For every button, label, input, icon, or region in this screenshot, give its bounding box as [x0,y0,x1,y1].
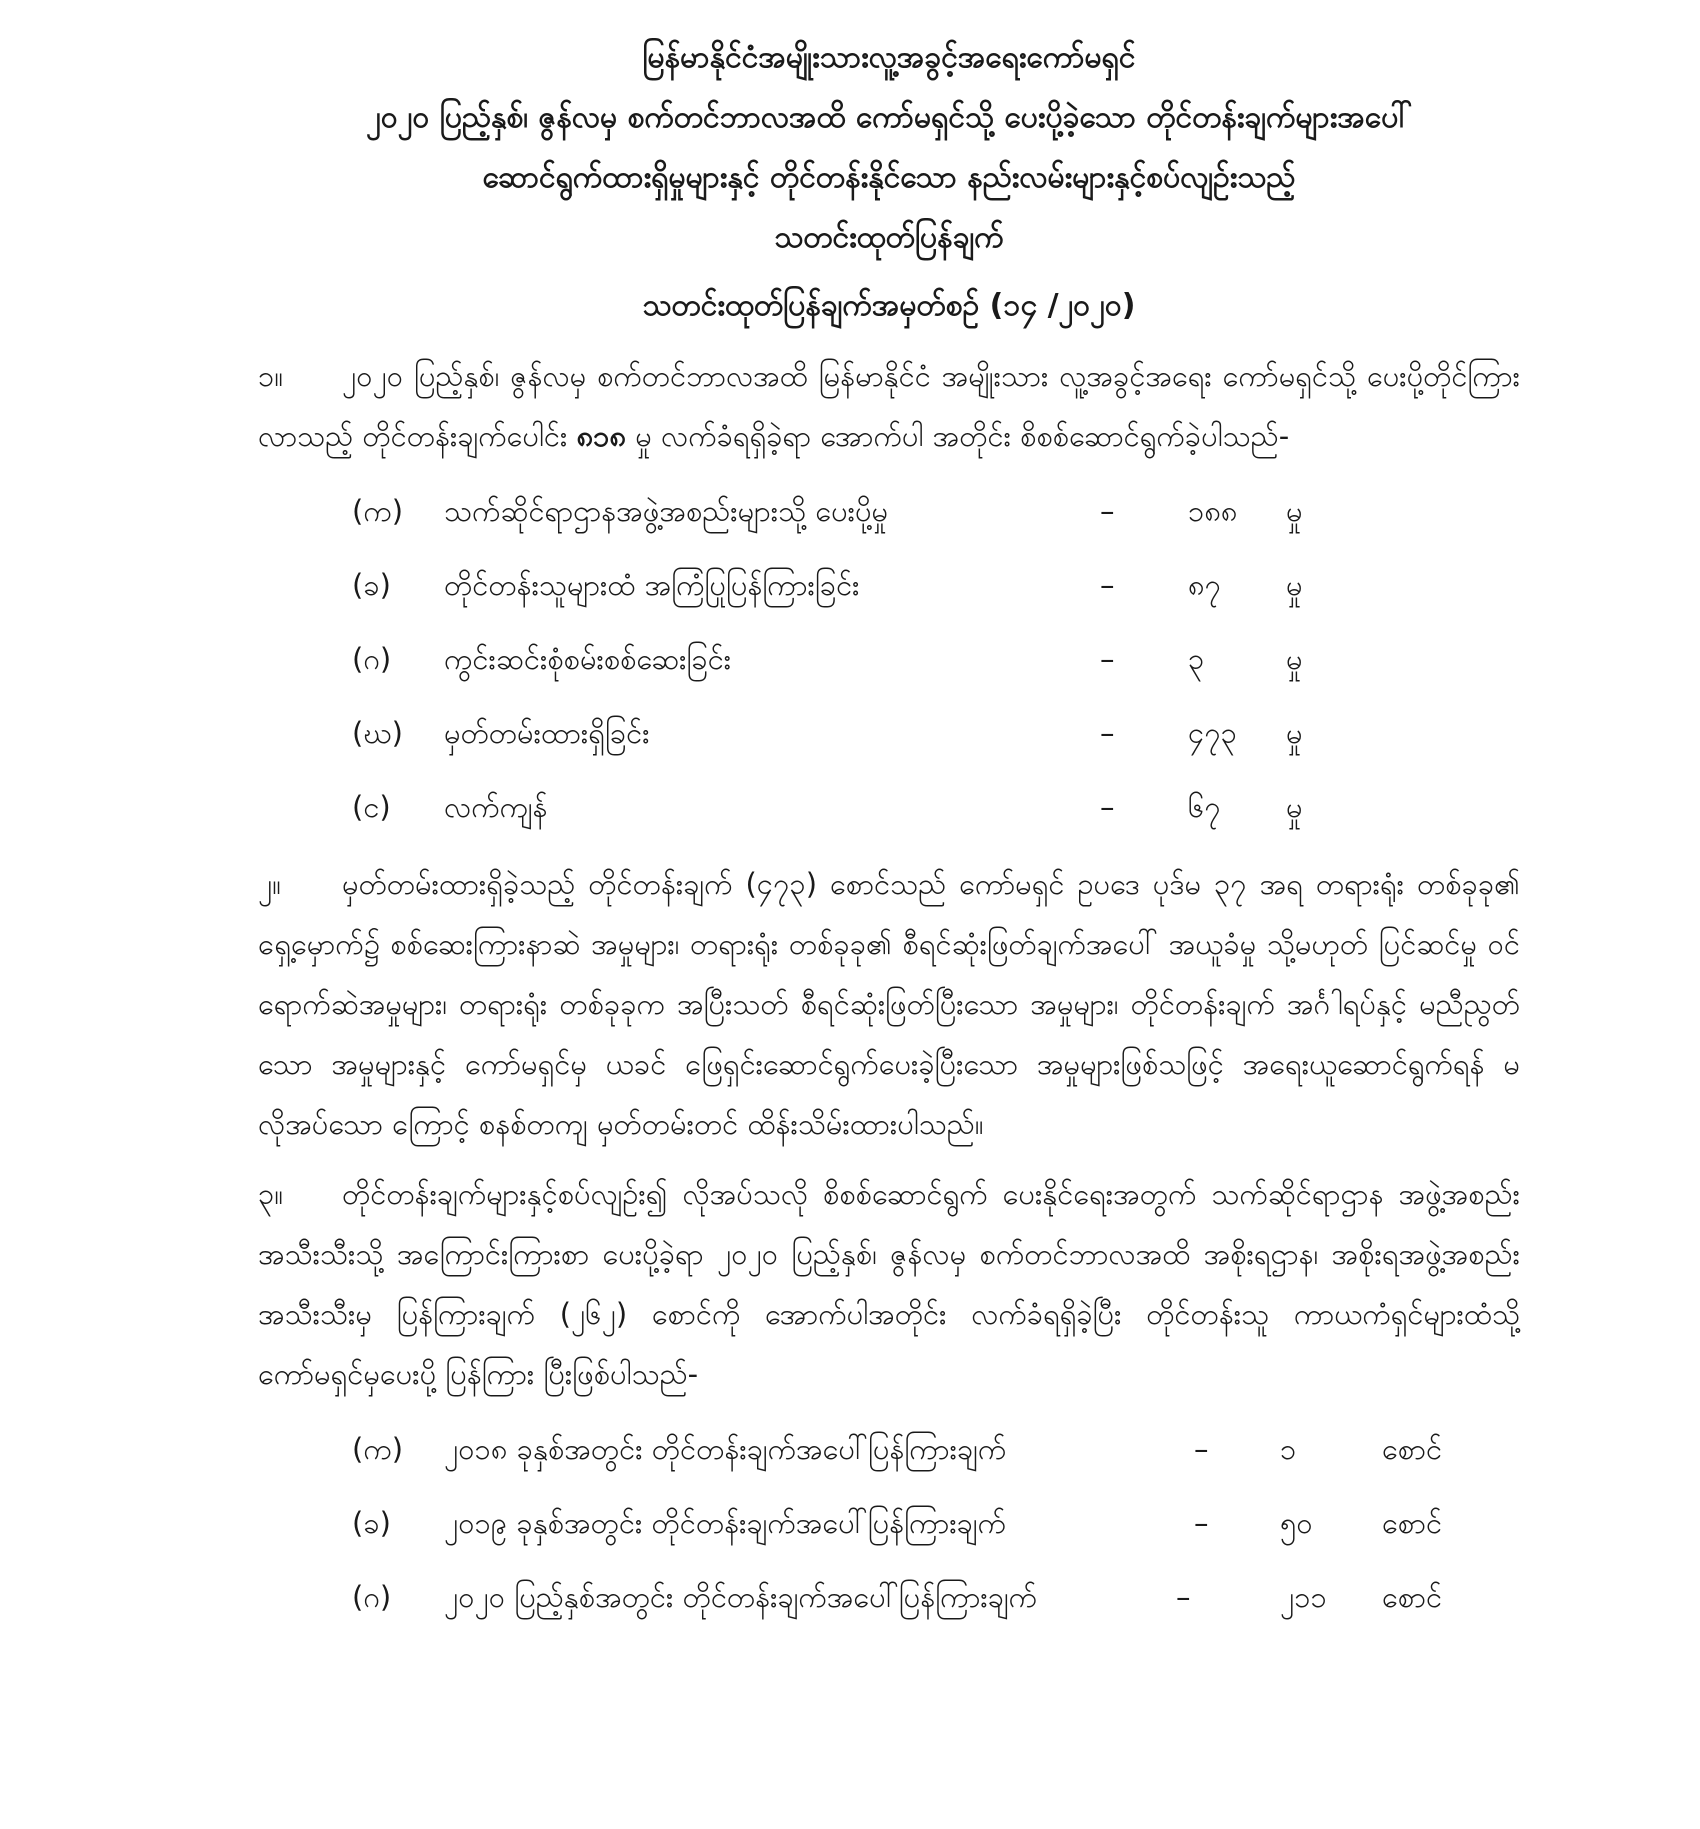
item-unit: မှု [1286,568,1303,602]
item-unit: စောင် [1382,1580,1443,1614]
item-label: တိုင်တန်းသူများထံ အကြံပြုပြန်ကြားခြင်း [444,568,860,602]
item-marker: (ခ) [352,568,391,602]
item-dash: – [1176,1580,1191,1614]
item-value: ၈၇ [1188,568,1221,602]
item-label: ကွင်းဆင်းစုံစမ်းစစ်ဆေးခြင်း [444,642,732,676]
item-dash: – [1100,790,1115,824]
section-2-paragraph [258,854,1520,1154]
list-item [258,1412,1520,1486]
title-line-2: ဆောင်ရွက်ထားရှိမှုများနှင့် တိုင်တန်းနိုင်သော နည်းလမ်းများနှင့်စပ်လျဉ်းသည့် [482,160,1296,195]
list-item [258,770,1520,844]
section-1-text-after: မှု လက်ခံရရှိခဲ့ရာ အောက်ပါ အတိုင်း စိစစ်ဆောင်ရွက်ခဲ့ပါသည်- [635,419,1290,453]
list-item [258,548,1520,622]
list-item [258,696,1520,770]
list-item [258,1486,1520,1560]
item-value: ၃ [1188,642,1205,676]
item-unit: စောင် [1382,1432,1443,1466]
organization-name: မြန်မာနိုင်ငံအမျိုးသားလူ့အခွင့်အရေးကော်မရှင် [642,40,1136,75]
item-unit: မှု [1286,716,1303,750]
section-2-number: ၂။ [258,867,282,901]
section-1-text-before: ၂၀၂၀ ပြည့်နှစ်၊ ဇွန်လမှ စက်တင်ဘာလအထိ မြန်မာနိုင်ငံ အမျိုးသား လူ့အခွင့်အရေး ကော်မရှင်သို့ ပေးပို့တိုင်ကြားလာသည့် တိုင်တန်းချက်ပေါင်း [258,359,1520,453]
list-item [258,1560,1520,1634]
item-value: ၆၇ [1188,790,1221,824]
item-label: ၂၀၁၈ ခုနှစ်အတွင်း တိုင်တန်းချက်အပေါ်ပြန်ကြားချက် [444,1432,1007,1466]
item-marker: (ခ) [352,1506,391,1540]
item-marker: (င) [352,790,391,824]
section-1-total: ၈၁၈ [576,419,627,453]
list-item [258,622,1520,696]
item-value: ၁၈၈ [1188,494,1238,528]
document-page [258,28,1520,1634]
item-value: ၁ [1280,1432,1297,1466]
press-release-number: သတင်းထုတ်ပြန်ချက်အမှတ်စဉ် (၁၄ /၂၀၂၀) [642,288,1136,323]
item-value: ၂၁၁ [1280,1580,1327,1614]
section-1-paragraph [258,346,1520,466]
item-dash: – [1194,1506,1209,1540]
section-1-number: ၁။ [258,359,284,393]
item-marker: (ဂ) [352,642,392,676]
section-3-number: ၃။ [258,1177,284,1211]
section-2-text: မှတ်တမ်းထားရှိခဲ့သည့် တိုင်တန်းချက် (၄၇၃) စောင်သည် ကော်မရှင် ဥပဒေ ပုဒ်မ ၃၇ အရ တရားရုံး တစ်ခုခု၏ ရှေ့မှောက်၌ စစ်ဆေးကြားနာဆဲ အမှုများ၊ တရားရုံး တစ်ခုခု၏ စီရင်ဆုံးဖြတ်ချက်အပေါ် အယူခံမှု သို့မဟုတ် ပြင်ဆင်မှု ဝင်ရောက်ဆဲအမှုများ၊ တရားရုံး တစ်ခုခုက အပြီးသတ် စီရင်ဆုံးဖြတ်ပြီးသော အမှုများ၊ တိုင်တန်းချက် အင်္ဂါရပ်နှင့် မညီညွတ်သော အမှုများနှင့် ကော်မရှင်မှ ယခင် ဖြေရှင်းဆောင်ရွက်ပေးခဲ့ပြီးသော အမှုများဖြစ်သဖြင့် အရေးယူဆောင်ရွက်ရန် မလိုအပ်သော ကြောင့် စနစ်တကျ မှတ်တမ်းတင် ထိန်းသိမ်းထားပါသည်။ [258,867,1520,1141]
list-item [258,474,1520,548]
title-line-1: ၂၀၂၀ ပြည့်နှစ်၊ ဇွန်လမှ စက်တင်ဘာလအထိ ကော်မရှင်သို့ ပေးပို့ခဲ့သော တိုင်တန်းချက်များအပေါ် [366,100,1412,135]
document-title [258,28,1520,268]
item-value: ၅၀ [1280,1506,1313,1540]
item-unit: မှု [1286,790,1303,824]
item-dash: – [1100,568,1115,602]
item-dash: – [1100,642,1115,676]
item-marker: (က) [352,494,404,528]
item-label: သက်ဆိုင်ရာဌာနအဖွဲ့အစည်းများသို့ ပေးပို့မှု [444,494,889,528]
section-3-text: တိုင်တန်းချက်များနှင့်စပ်လျဉ်း၍ လိုအပ်သလို စိစစ်ဆောင်ရွက် ပေးနိုင်ရေးအတွက် သက်ဆိုင်ရာဌာန အဖွဲ့အစည်းအသီးသီးသို့ အကြောင်းကြားစာ ပေးပို့ခဲ့ရာ ၂၀၂၀ ပြည့်နှစ်၊ ဇွန်လမှ စက်တင်ဘာလအထိ အစိုးရဌာန၊ အစိုးရအဖွဲ့အစည်းအသီးသီးမှ ပြန်ကြားချက် (၂၆၂) စောင်ကို အောက်ပါအတိုင်း လက်ခံရရှိခဲ့ပြီး တိုင်တန်းသူ ကာယကံရှင်များထံသို့ ကော်မရှင်မှပေးပို့ ပြန်ကြား ပြီးဖြစ်ပါသည်- [258,1177,1520,1391]
item-marker: (ဃ) [352,716,403,750]
item-dash: – [1100,494,1115,528]
section-3-paragraph [258,1164,1520,1404]
item-value: ၄၇၃ [1188,716,1237,750]
item-dash: – [1100,716,1115,750]
item-marker: (က) [352,1432,404,1466]
item-label: ၂၀၁၉ ခုနှစ်အတွင်း တိုင်တန်းချက်အပေါ်ပြန်ကြားချက် [444,1506,1006,1540]
item-label: လက်ကျန် [444,790,548,824]
item-marker: (ဂ) [352,1580,392,1614]
section-3-list [258,1412,1520,1634]
item-unit: မှု [1286,642,1303,676]
item-unit: စောင် [1382,1506,1443,1540]
item-dash: – [1194,1432,1209,1466]
item-unit: မှု [1286,494,1303,528]
title-line-3: သတင်းထုတ်ပြန်ချက် [774,220,1004,255]
section-1-list [258,474,1520,844]
item-label: ၂၀၂၀ ပြည့်နှစ်အတွင်း တိုင်တန်းချက်အပေါ်ပြန်ကြားချက် [444,1580,1038,1614]
item-label: မှတ်တမ်းထားရှိခြင်း [444,716,650,750]
